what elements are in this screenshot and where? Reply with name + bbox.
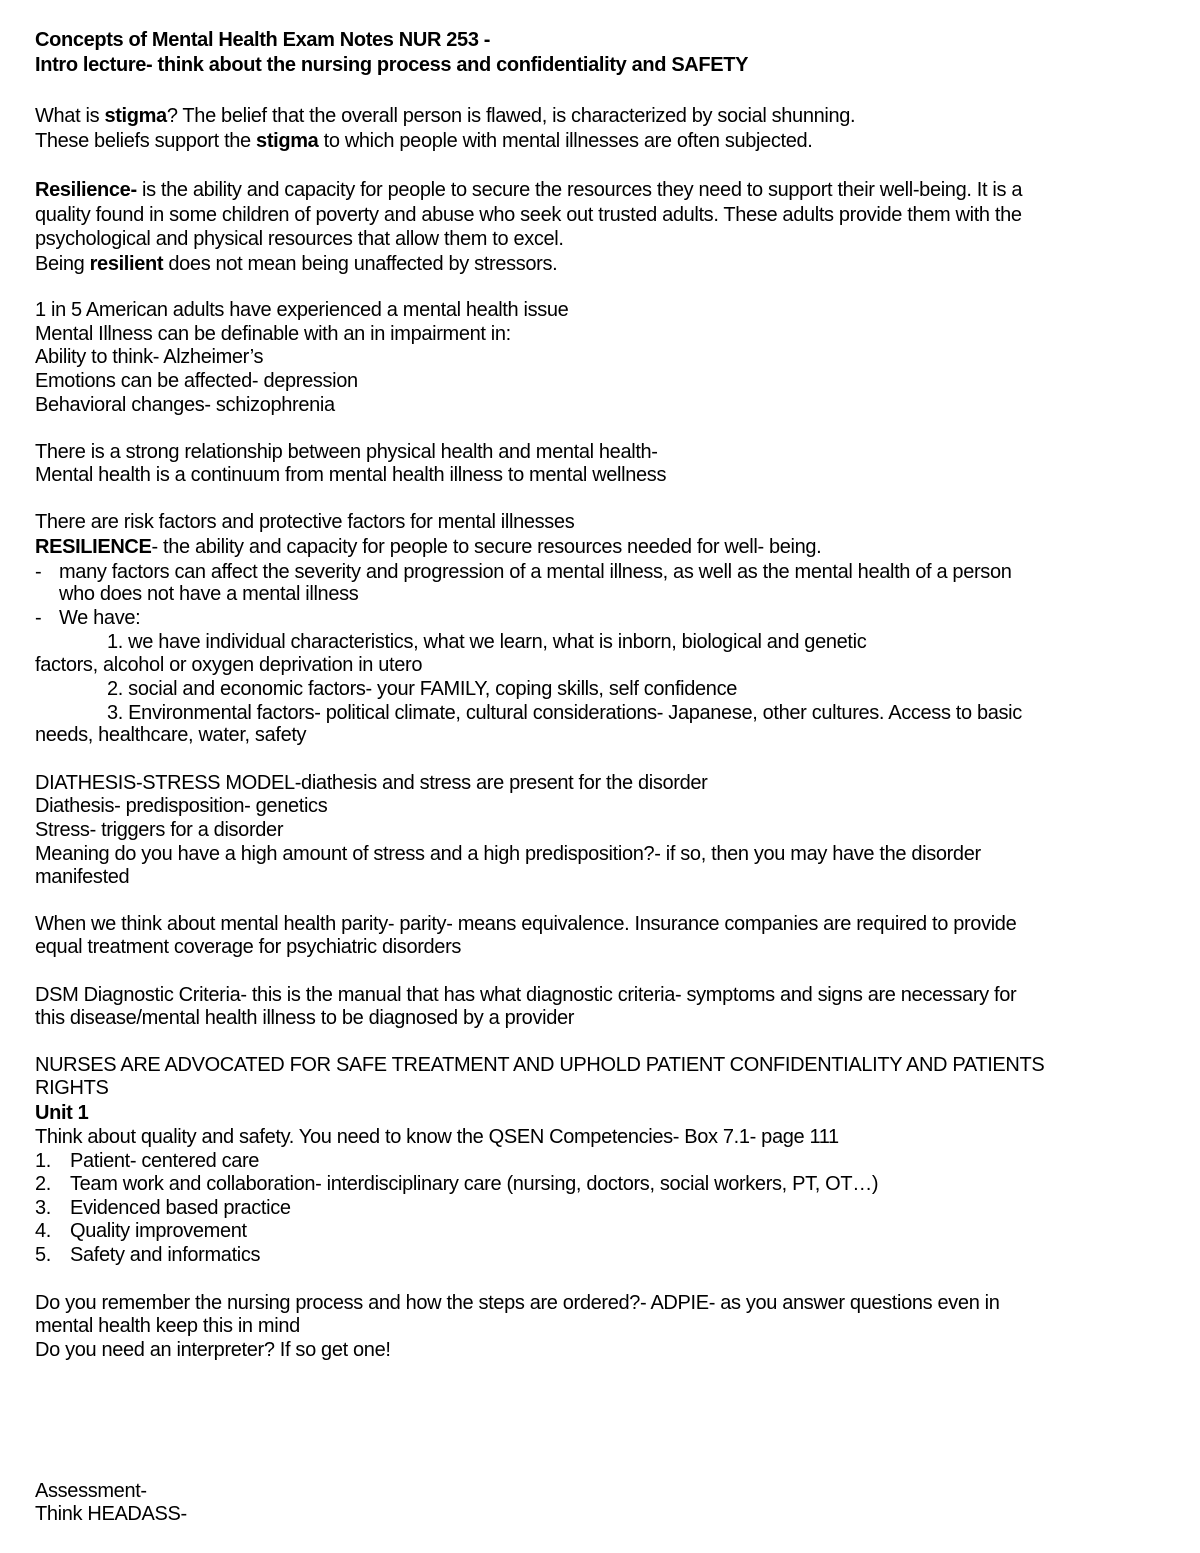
stats-line: Mental Illness can be definable with an in impairment in:	[35, 323, 511, 345]
nurses-line: RIGHTS	[35, 1077, 109, 1099]
text-run: to which people with mental illnesses are often subjected.	[318, 130, 813, 152]
factor-item-cont: needs, healthcare, water, safety	[35, 724, 307, 746]
resilience-caps-line	[35, 536, 821, 558]
qsen-number: 4.	[35, 1220, 51, 1242]
unit-intro: Think about quality and safety. You need to know the QSEN Competencies- Box 7.1- page 111	[35, 1126, 839, 1148]
document-title: Concepts of Mental Health Exam Notes NUR 253 -	[35, 29, 491, 51]
diathesis-line: manifested	[35, 866, 130, 888]
diathesis-line: Meaning do you have a high amount of stress and a high predisposition?- if so, then you may have the disorder	[35, 843, 981, 865]
stats-line: Behavioral changes- schizophrenia	[35, 394, 335, 416]
resilience-line-1	[35, 179, 1022, 201]
process-line: Do you remember the nursing process and how the steps are ordered?- ADPIE- as you answer questions even in	[35, 1292, 1000, 1314]
qsen-item: Quality improvement	[70, 1220, 247, 1242]
diathesis-line: Stress- triggers for a disorder	[35, 819, 284, 841]
qsen-number: 5.	[35, 1244, 51, 1266]
qsen-number: 2.	[35, 1173, 51, 1195]
bullet-text: many factors can affect the severity and progression of a mental illness, as well as the mental health of a person	[59, 561, 1012, 583]
stats-line: Emotions can be affected- depression	[35, 370, 358, 392]
stigma-line-2	[35, 130, 813, 152]
resilience-line-3: psychological and physical resources that allow them to excel.	[35, 228, 564, 250]
stats-line: Ability to think- Alzheimer’s	[35, 346, 264, 368]
text-run: Being	[35, 253, 90, 275]
assessment-line: Think HEADASS-	[35, 1503, 187, 1525]
diathesis-line: Diathesis- predisposition- genetics	[35, 795, 328, 817]
stigma-term: stigma	[256, 130, 319, 152]
factor-item: 3. Environmental factors- political climate, cultural considerations- Japanese, other cultures. Access to basic	[107, 702, 1022, 724]
bullet-dash: -	[35, 561, 42, 583]
parity-line: When we think about mental health parity- parity- means equivalence. Insurance companies are required to provide	[35, 913, 1017, 935]
text-run: - the ability and capacity for people to secure resources needed for well- being.	[151, 536, 822, 558]
factor-item: 2. social and economic factors- your FAMILY, coping skills, self confidence	[107, 678, 737, 700]
stats-line: 1 in 5 American adults have experienced a mental health issue	[35, 299, 569, 321]
relationship-line: Mental health is a continuum from mental health illness to mental wellness	[35, 464, 667, 486]
factor-item-cont: factors, alcohol or oxygen deprivation in utero	[35, 654, 423, 676]
bullet-text: We have:	[59, 607, 141, 629]
qsen-item: Patient- centered care	[70, 1150, 260, 1172]
process-line: mental health keep this in mind	[35, 1315, 300, 1337]
dsm-line: DSM Diagnostic Criteria- this is the manual that has what diagnostic criteria- symptoms and signs are necessary for	[35, 984, 1017, 1006]
parity-line: equal treatment coverage for psychiatric disorders	[35, 936, 462, 958]
bullet-dash: -	[35, 607, 42, 629]
text-run: is the ability and capacity for people to secure the resources they need to support their well-being. It is a	[136, 179, 1023, 201]
relationship-line: There is a strong relationship between physical health and mental health-	[35, 441, 658, 463]
resilience-line-4	[35, 253, 557, 275]
resilience-term: Resilience-	[35, 179, 137, 201]
bullet-text: who does not have a mental illness	[59, 583, 359, 605]
text-run: What is	[35, 105, 105, 127]
nurses-line: NURSES ARE ADVOCATED FOR SAFE TREATMENT AND UPHOLD PATIENT CONFIDENTIALITY AND PATIENTS	[35, 1054, 1045, 1076]
document-subtitle: Intro lecture- think about the nursing process and confidentiality and SAFETY	[35, 54, 749, 76]
qsen-number: 1.	[35, 1150, 51, 1172]
factor-item: 1. we have individual characteristics, what we learn, what is inborn, biological and genetic	[107, 631, 867, 653]
text-run: These beliefs support the	[35, 130, 257, 152]
stigma-term: stigma	[104, 105, 167, 127]
qsen-item: Team work and collaboration- interdisciplinary care (nursing, doctors, social workers, PT, OT…)	[70, 1173, 879, 1195]
qsen-number: 3.	[35, 1197, 51, 1219]
risk-factors-line: There are risk factors and protective factors for mental illnesses	[35, 511, 575, 533]
text-run: ? The belief that the overall person is flawed, is characterized by social shunning.	[166, 105, 856, 127]
resilience-caps-term: RESILIENCE	[35, 536, 152, 558]
qsen-item: Safety and informatics	[70, 1244, 261, 1266]
resilience-line-2: quality found in some children of poverty and abuse who seek out trusted adults. These adults provide them with the	[35, 204, 1022, 226]
assessment-line: Assessment-	[35, 1480, 147, 1502]
stigma-line-1	[35, 105, 855, 127]
text-run: does not mean being unaffected by stressors.	[163, 253, 558, 275]
diathesis-line: DIATHESIS-STRESS MODEL-diathesis and stress are present for the disorder	[35, 772, 708, 794]
dsm-line: this disease/mental health illness to be diagnosed by a provider	[35, 1007, 575, 1029]
unit-heading: Unit 1	[35, 1102, 89, 1124]
process-line: Do you need an interpreter? If so get one!	[35, 1339, 391, 1361]
qsen-item: Evidenced based practice	[70, 1197, 291, 1219]
resilient-term: resilient	[89, 253, 164, 275]
